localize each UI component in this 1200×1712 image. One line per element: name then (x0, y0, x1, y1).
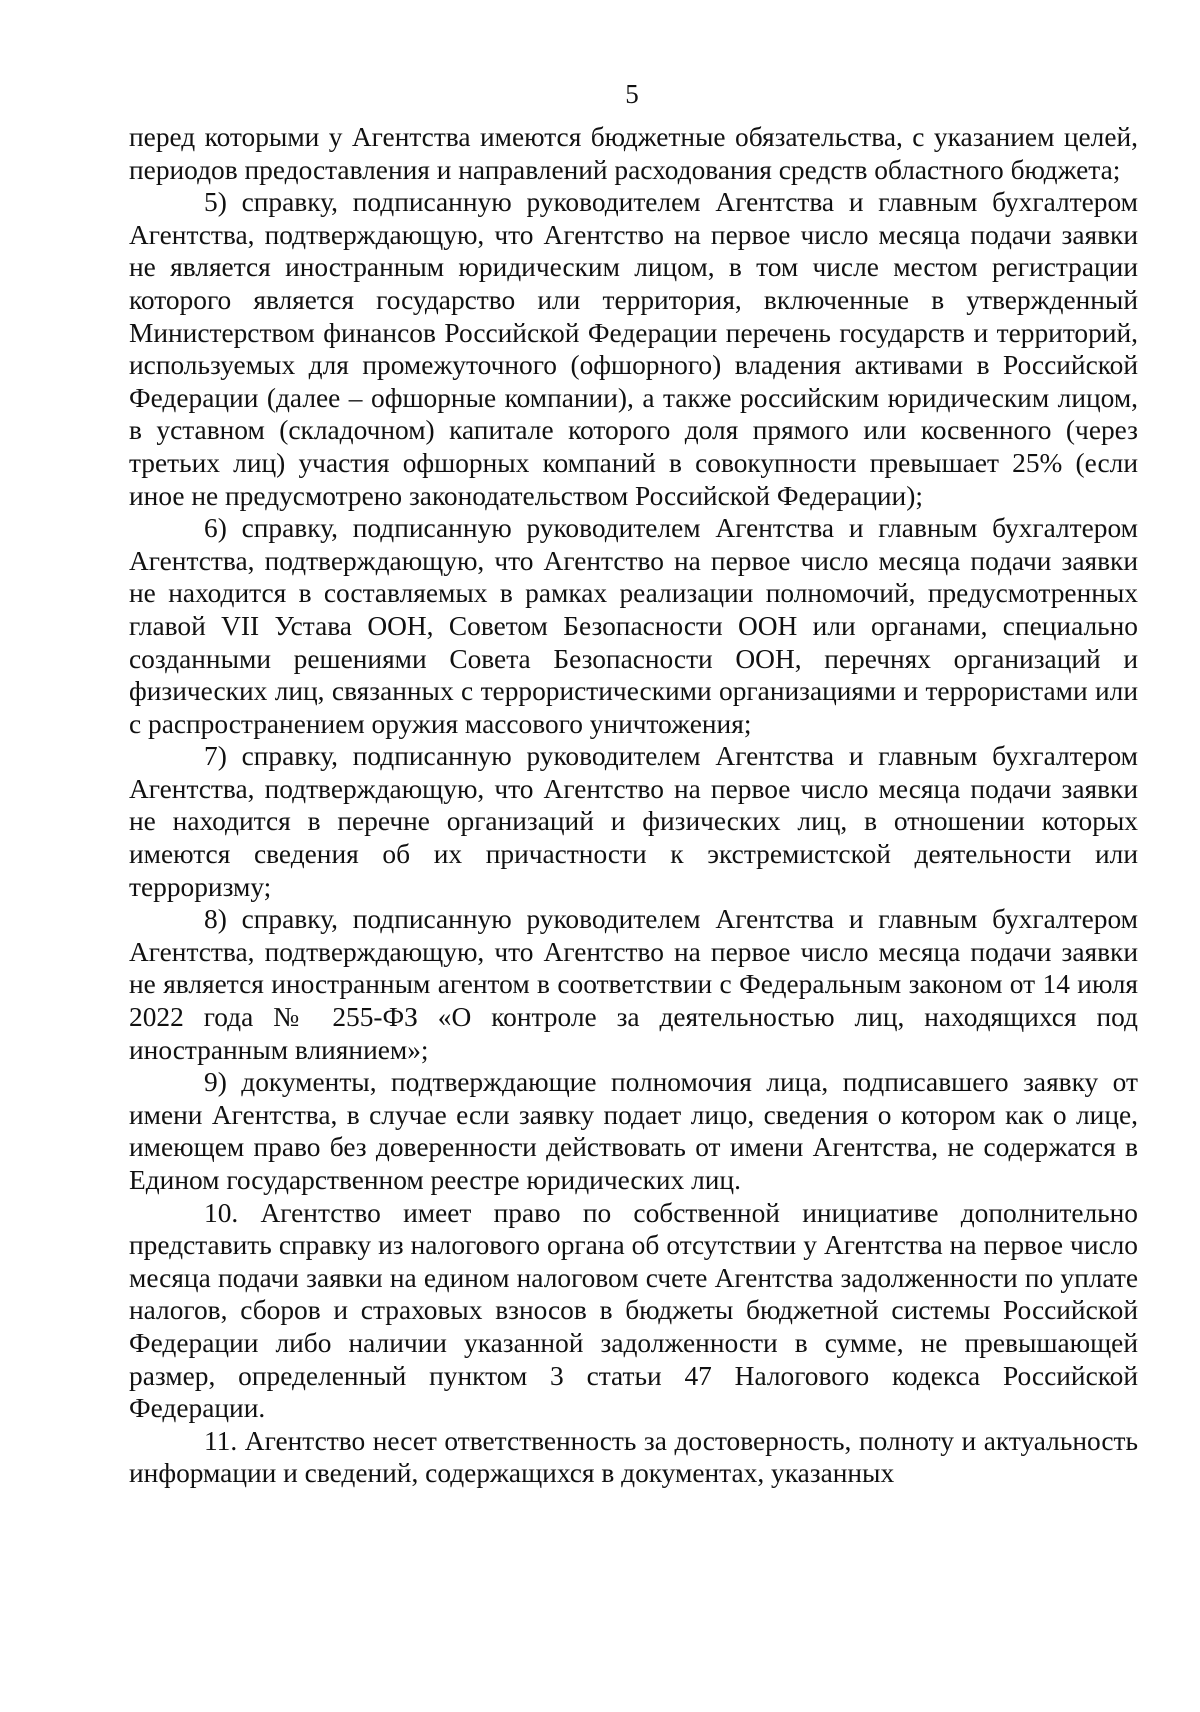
paragraph-item-5: 5) справку, подписанную руководителем Агентства и главным бухгалтером Агентства, подтверждающую, что Агентство на первое число месяца подачи заявки не является иностранным юридическим лицом, в том числе местом регистрации которого является государство или территория, включенные в утвержденный Министерством финансов Российской Федерации перечень государств и территорий, используемых для промежуточного (офшорного) владения активами в Российской Федерации (далее – офшорные компании), а также российским юридическим лицом, в уставном (складочном) капитале которого доля прямого или косвенного (через третьих лиц) участия офшорных компаний в совокупности превышает 25% (если иное не предусмотрено законодательством Российской Федерации); (129, 187, 1138, 511)
page-number: 5 (625, 79, 639, 109)
paragraph-item-8: 8) справку, подписанную руководителем Агентства и главным бухгалтером Агентства, подтверждающую, что Агентство на первое число месяца подачи заявки не является иностранным агентом в соответствии с Федеральным законом от 14 июля 2022 года № 255-ФЗ «О контроле за деятельностью лиц, находящихся под иностранным влиянием»; (129, 904, 1138, 1065)
paragraph-item-9: 9) документы, подтверждающие полномочия лица, подписавшего заявку от имени Агентства, в случае если заявку подает лицо, сведения о котором как о лице, имеющем право без доверенности действовать от имени Агентства, не содержатся в Едином государственном реестре юридических лиц. (129, 1067, 1138, 1195)
paragraph-clause-11: 11. Агентство несет ответственность за достоверность, полноту и актуальность информации и сведений, содержащихся в документах, указанных (129, 1425, 1138, 1489)
paragraph-continuation: перед которыми у Агентства имеются бюджетные обязательства, с указанием целей, периодов предоставления и направлений расходования средств областного бюджета; (129, 122, 1138, 185)
paragraph-clause-10: 10. Агентство имеет право по собственной инициативе дополнительно представить справку из налогового органа об отсутствии у Агентства на первое число месяца подачи заявки на едином налоговом счете Агентства задолженности по уплате налогов, сборов и страховых взносов в бюджеты бюджетной системы Российской Федерации либо наличии указанной задолженности в сумме, не превышающей размер, определенный пунктом 3 статьи 47 Налогового кодекса Российской Федерации. (129, 1197, 1138, 1424)
paragraph-item-7: 7) справку, подписанную руководителем Агентства и главным бухгалтером Агентства, подтверждающую, что Агентство на первое число месяца подачи заявки не находится в перечне организаций и физических лиц, в отношении которых имеются сведения об их причастности к экстремистской деятельности или терроризму; (129, 741, 1138, 902)
paragraph-item-6: 6) справку, подписанную руководителем Агентства и главным бухгалтером Агентства, подтверждающую, что Агентство на первое число месяца подачи заявки не находится в составляемых в рамках реализации полномочий, предусмотренных главой VII Устава ООН, Советом Безопасности ООН или органами, специально созданными решениями Совета Безопасности ООН, перечнях организаций и физических лиц, связанных с террористическими организациями и террористами или с распространением оружия массового уничтожения; (129, 513, 1138, 739)
document-body (129, 121, 1138, 1490)
